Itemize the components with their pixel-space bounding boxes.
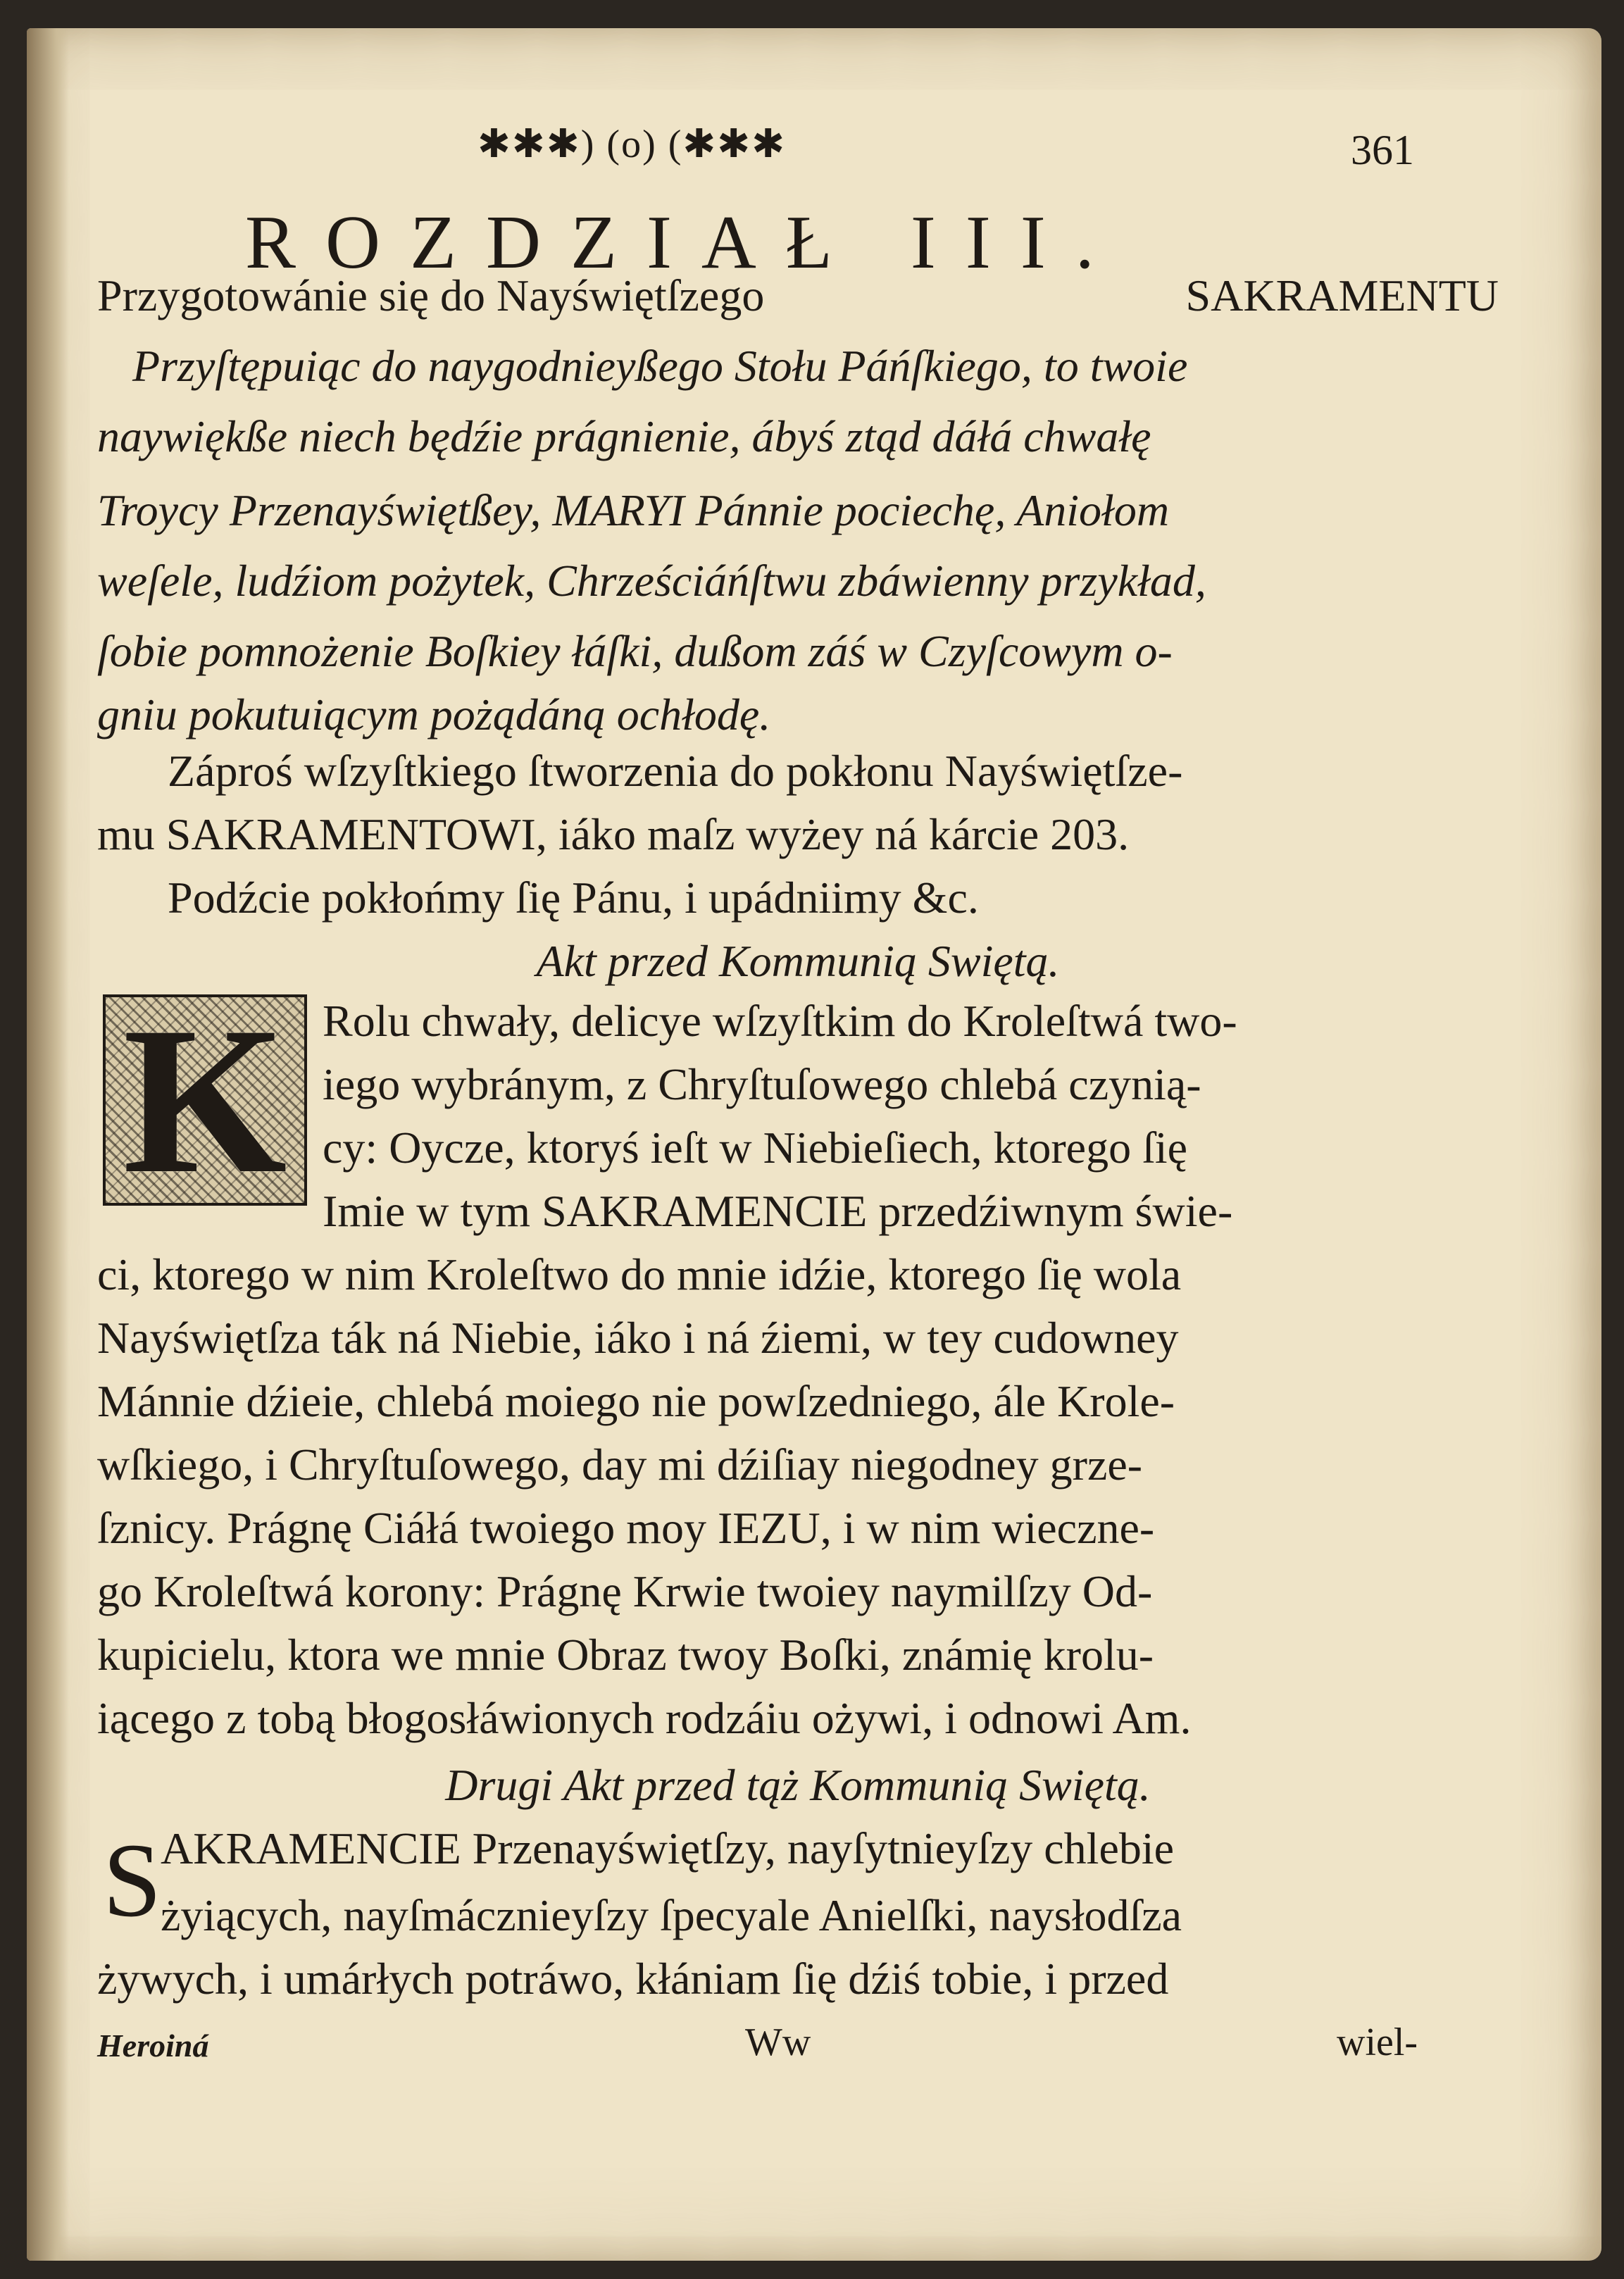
- section-heading-left: Przygotowánie się do Nayświętſzego: [97, 270, 765, 320]
- act1-title: Akt przed Kommunią Swiętą.: [536, 936, 1060, 986]
- book-page: [27, 28, 1601, 2261]
- section-heading-right: SAKRAMENTU: [1185, 270, 1499, 320]
- intro-line: Przyſtępuiąc do naygodnieyßego Stołu Páńſkiego, to twoie: [132, 341, 1188, 391]
- intro-line: ſobie pomnożenie Boſkiey łáſki, dußom záś w Czyſcowym o-: [97, 626, 1173, 676]
- act1-line: kupicielu, ktora we mnie Obraz twoy Boſki, známię krolu-: [97, 1630, 1154, 1680]
- act1-line: iącego z tobą błogosłáwionych rodzáiu ożywi, i odnowi Am.: [97, 1693, 1192, 1743]
- ornamental-initial-letter: K: [123, 983, 287, 1217]
- act1-indented-line: Imie w tym SAKRAMENCIE przedźiwnym świe-: [323, 1186, 1233, 1236]
- act1-line: go Kroleſtwá korony: Prágnę Krwie twoiey naymilſzy Od-: [97, 1566, 1153, 1616]
- section-heading: [97, 268, 1499, 324]
- page-number: 361: [1351, 127, 1414, 173]
- psalm-line: Podźcie pokłońmy ſię Pánu, i upádniimy &c.: [168, 873, 979, 923]
- act2-line: żyiących, nayſmácznieyſzy ſpecyale Anielſki, naysłodſza: [161, 1890, 1182, 1940]
- act1-indented-line: cy: Oycze, ktoryś ieſt w Niebieſiech, ktorego ſię: [323, 1123, 1188, 1173]
- invitation-line: mu SAKRAMENTOWI, iáko maſz wyżey ná kárcie 203.: [97, 809, 1130, 859]
- intro-line: Troycy Przenayświętßey, MARYI Pánnie pociechę, Aniołom: [97, 485, 1170, 535]
- header-ornament: ✱✱✱) (o) (✱✱✱: [477, 123, 787, 166]
- act1-line: Mánnie dźieie, chlebá moiego nie powſzedniego, ále Krole-: [97, 1376, 1175, 1426]
- page-gutter: [27, 28, 69, 2261]
- act1-indented-line: Rolu chwały, delicye wſzyſtkim do Kroleſtwá two-: [323, 996, 1237, 1046]
- act1-line: Nayświętſza ták ná Niebie, iáko i ná źiemi, w tey cudowney: [97, 1313, 1179, 1363]
- act1-line: wſkiego, i Chryſtuſowego, day mi dźiſiay niegodney grze-: [97, 1440, 1143, 1490]
- act2-line: żywych, i umárłych potráwo, kłániam ſię dźiś tobie, i przed: [97, 1954, 1169, 2004]
- act2-title: Drugi Akt przed tąż Kommunią Swiętą.: [445, 1760, 1151, 1810]
- intro-line: weſele, ludźiom pożytek, Chrześciáńſtwu zbáwienny przykład,: [97, 556, 1206, 606]
- catchword: wiel-: [1337, 2021, 1418, 2064]
- ornamental-initial-k: [103, 983, 307, 1217]
- initial-s: S: [103, 1822, 162, 1939]
- chapter-title: ROZDZIAŁ III.: [245, 201, 1124, 285]
- intro-line: naywiękße niech będźie prágnienie, ábyś ztąd dáłá chwałę: [97, 411, 1151, 461]
- intro-line: gniu pokutuiącym pożądáną ochłodę.: [97, 689, 771, 739]
- act1-line: ci, ktorego w nim Kroleſtwo do mnie idźie, ktorego ſię wola: [97, 1249, 1182, 1299]
- invitation-line: Záproś wſzyſtkiego ſtworzenia do pokłonu Nayświętſze-: [168, 746, 1183, 796]
- act1-line: ſznicy. Prágnę Ciáłá twoiego moy IEZU, i w nim wieczne-: [97, 1503, 1155, 1553]
- signature-left: Heroiná: [97, 2028, 209, 2063]
- act1-indented-line: iego wybránym, z Chryſtuſowego chlebá czynią-: [323, 1059, 1201, 1109]
- signature-mark: Ww: [745, 2021, 811, 2064]
- act2-line: AKRAMENCIE Przenayświętſzy, nayſytnieyſzy chlebie: [161, 1823, 1175, 1873]
